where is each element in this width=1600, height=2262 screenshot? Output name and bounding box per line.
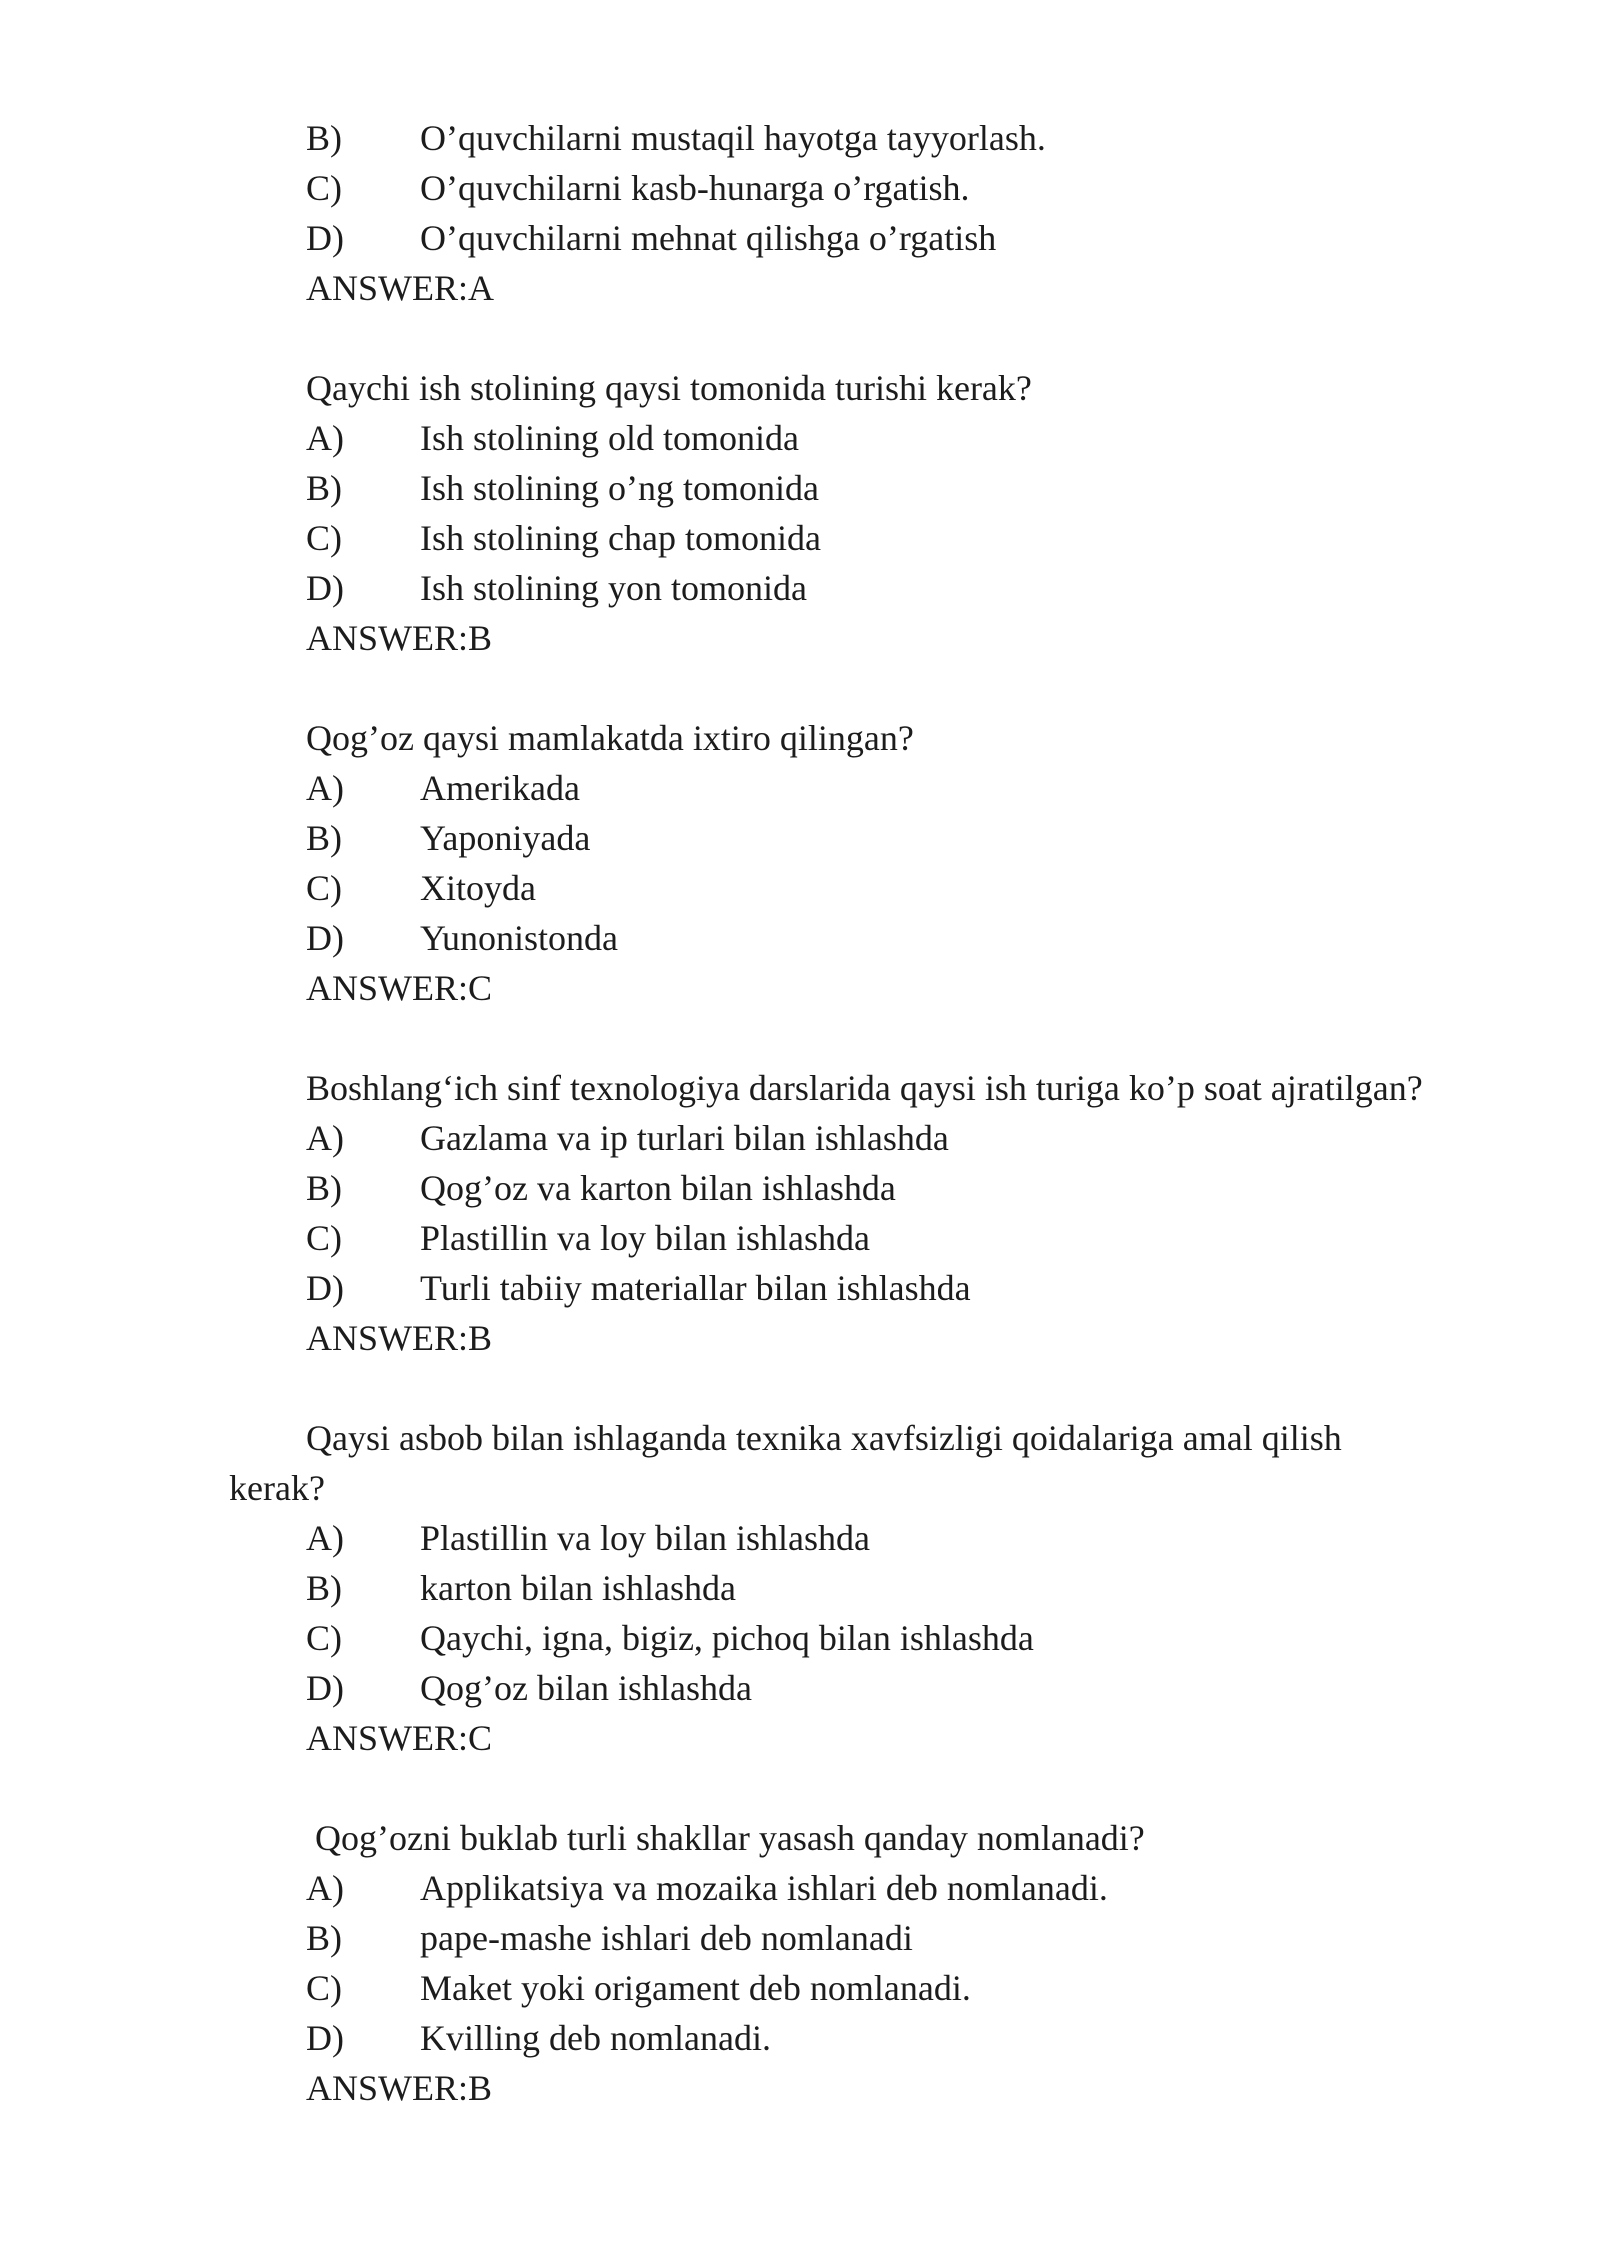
option-text: Xitoyda <box>420 868 536 908</box>
option-letter: D) <box>306 2018 344 2058</box>
option-a <box>306 1863 1108 1913</box>
option-letter: D) <box>306 1268 344 1308</box>
question-text: Qog’ozni buklab turli shakllar yasash qanday nomlanadi? <box>315 1818 1145 1858</box>
option-text: Plastillin va loy bilan ishlashda <box>420 1518 870 1558</box>
option-b <box>306 113 1046 163</box>
option-letter: A) <box>306 1868 344 1908</box>
option-b <box>306 1913 913 1963</box>
option-b <box>306 463 819 513</box>
option-d <box>306 1263 971 1313</box>
option-letter: A) <box>306 1118 344 1158</box>
option-letter: C) <box>306 1218 342 1258</box>
option-a <box>306 1113 949 1163</box>
option-b <box>306 813 590 863</box>
option-letter: B) <box>306 1168 342 1208</box>
answer-line: ANSWER:A <box>306 268 494 308</box>
option-letter: C) <box>306 168 342 208</box>
option-letter: D) <box>306 218 344 258</box>
answer-line: ANSWER:C <box>306 1718 493 1758</box>
option-text: Ish stolining chap tomonida <box>420 518 821 558</box>
option-text: Qaychi, igna, bigiz, pichoq bilan ishlashda <box>420 1618 1034 1658</box>
answer-line: ANSWER:C <box>306 968 493 1008</box>
option-text: O’quvchilarni mehnat qilishga o’rgatish <box>420 218 997 258</box>
option-text: Applikatsiya va mozaika ishlari deb nomlanadi. <box>420 1868 1108 1908</box>
option-text: Yunonistonda <box>420 918 618 958</box>
option-letter: B) <box>306 1918 342 1958</box>
option-d <box>306 913 618 963</box>
option-text: Gazlama va ip turlari bilan ishlashda <box>420 1118 949 1158</box>
option-text: Ish stolining old tomonida <box>420 418 800 458</box>
option-text: karton bilan ishlashda <box>420 1568 736 1608</box>
option-text: Plastillin va loy bilan ishlashda <box>420 1218 870 1258</box>
option-text: pape-mashe ishlari deb nomlanadi <box>420 1918 913 1958</box>
option-c <box>306 1613 1034 1663</box>
option-letter: A) <box>306 768 344 808</box>
option-text: Turli tabiiy materiallar bilan ishlashda <box>420 1268 971 1308</box>
option-letter: B) <box>306 468 342 508</box>
option-letter: C) <box>306 1968 342 2008</box>
option-text: Amerikada <box>420 768 580 808</box>
option-letter: A) <box>306 1518 344 1558</box>
option-text: Qog’oz bilan ishlashda <box>420 1668 752 1708</box>
option-text: O’quvchilarni kasb-hunarga o’rgatish. <box>420 168 970 208</box>
option-letter: B) <box>306 118 342 158</box>
option-c <box>306 863 536 913</box>
option-text: O’quvchilarni mustaqil hayotga tayyorlash. <box>420 118 1046 158</box>
answer-line: ANSWER:B <box>306 618 493 658</box>
option-d <box>306 2013 771 2063</box>
option-letter: B) <box>306 1568 342 1608</box>
option-a <box>306 763 580 813</box>
option-letter: A) <box>306 418 344 458</box>
option-a <box>306 1513 870 1563</box>
option-text: Maket yoki origament deb nomlanadi. <box>420 1968 971 2008</box>
option-b <box>306 1563 736 1613</box>
option-text: Ish stolining yon tomonida <box>420 568 807 608</box>
option-a <box>306 413 799 463</box>
option-d <box>306 213 996 263</box>
question-text: Boshlang‘ich sinf texnologiya darslarida qaysi ish turiga ko’p soat ajratilgan? <box>306 1068 1423 1108</box>
option-c <box>306 163 970 213</box>
question-text: Qog’oz qaysi mamlakatda ixtiro qilingan? <box>306 718 914 758</box>
option-letter: C) <box>306 518 342 558</box>
question-text: Qaychi ish stolining qaysi tomonida turishi kerak? <box>306 368 1032 408</box>
option-letter: D) <box>306 1668 344 1708</box>
option-letter: C) <box>306 1618 342 1658</box>
option-letter: C) <box>306 868 342 908</box>
option-c <box>306 1963 971 2013</box>
option-text: Yaponiyada <box>420 818 591 858</box>
option-d <box>306 563 807 613</box>
option-d <box>306 1663 752 1713</box>
option-c <box>306 513 821 563</box>
question-text: Qaysi asbob bilan ishlaganda texnika xavfsizligi qoidalariga amal qilish <box>306 1418 1342 1458</box>
option-b <box>306 1163 896 1213</box>
question-text-continued: kerak? <box>229 1468 325 1508</box>
option-letter: B) <box>306 818 342 858</box>
option-text: Qog’oz va karton bilan ishlashda <box>420 1168 896 1208</box>
option-letter: D) <box>306 918 344 958</box>
answer-line: ANSWER:B <box>306 1318 493 1358</box>
option-c <box>306 1213 870 1263</box>
option-letter: D) <box>306 568 344 608</box>
answer-line: ANSWER:B <box>306 2068 493 2108</box>
option-text: Ish stolining o’ng tomonida <box>420 468 819 508</box>
option-text: Kvilling deb nomlanadi. <box>420 2018 771 2058</box>
